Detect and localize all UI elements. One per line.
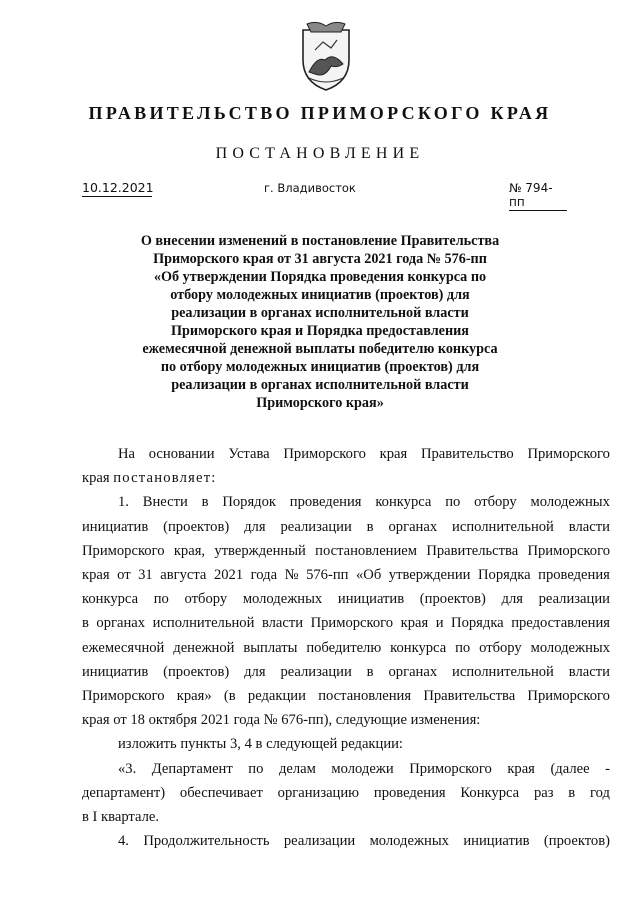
word: победителю xyxy=(306,639,382,656)
heading-line: Приморского края» xyxy=(256,395,384,411)
word: (далее xyxy=(550,760,590,777)
word: Продолжительность xyxy=(143,833,270,850)
word: 1. xyxy=(118,494,129,511)
document-body xyxy=(82,442,610,853)
word: Приморского xyxy=(310,615,394,632)
word: организацию xyxy=(277,784,360,801)
word: инициатив xyxy=(463,833,530,850)
word: Приморского xyxy=(283,446,366,462)
word: утверждении xyxy=(388,567,471,584)
word: августа xyxy=(160,567,207,584)
word: органах xyxy=(96,615,146,632)
word: (проектов) xyxy=(163,518,230,535)
word: «3. xyxy=(118,760,137,777)
word: Порядок xyxy=(222,494,276,511)
paragraph-line xyxy=(82,781,610,805)
word: власти xyxy=(568,518,610,535)
document-city: г. Владивосток xyxy=(264,181,356,195)
heading-line: отбору молодежных инициатив (проектов) для xyxy=(170,287,470,303)
word: власти xyxy=(261,615,304,632)
word: Департамент xyxy=(151,760,233,777)
word: органах xyxy=(388,518,438,535)
word: отбору xyxy=(184,591,228,608)
word: (проектов) xyxy=(543,833,610,850)
document-date: 10.12.2021 xyxy=(82,180,154,195)
word: утвержденный xyxy=(214,542,306,559)
heading-line: реализации в органах исполнительной власти xyxy=(171,377,469,393)
word: выплаты xyxy=(243,639,298,656)
word: проведения xyxy=(289,494,362,511)
word: в xyxy=(568,784,576,801)
word: молодежных xyxy=(530,494,610,511)
word: в xyxy=(366,663,374,680)
word: реализации xyxy=(538,591,610,608)
heading-line: реализации в органах исполнительной власти xyxy=(171,305,469,321)
word: реализации xyxy=(280,663,352,680)
word: инициатив xyxy=(82,518,149,535)
word: Приморского xyxy=(409,760,492,777)
word: предоставления xyxy=(511,615,610,632)
word: молодежных xyxy=(530,639,610,656)
word: инициатив xyxy=(337,591,405,608)
word: по xyxy=(455,639,471,656)
word: года xyxy=(250,567,278,584)
word: от xyxy=(117,567,131,584)
word: и xyxy=(435,615,444,632)
word: конкурса xyxy=(375,494,432,511)
word: в xyxy=(201,494,209,511)
word: (проектов) xyxy=(163,663,230,680)
word: молодежных xyxy=(242,591,323,608)
word: постановлением xyxy=(315,542,418,559)
word: раз xyxy=(533,784,554,801)
word: 576-пп xyxy=(306,567,349,584)
word: для xyxy=(244,518,266,535)
word: 2021 xyxy=(213,567,244,584)
heading-line: О внесении изменений в постановление Правительства xyxy=(140,233,500,249)
word: по xyxy=(445,494,461,511)
word: органах xyxy=(388,663,438,680)
coat-of-arms-icon xyxy=(295,20,357,92)
paragraph-line xyxy=(82,442,610,466)
word: основании xyxy=(148,446,215,462)
word: 4. xyxy=(118,833,129,850)
government-title: ПРАВИТЕЛЬСТВО ПРИМОРСКОГО КРАЯ xyxy=(88,103,552,123)
paragraph-line xyxy=(82,611,610,635)
word: края xyxy=(507,760,535,777)
paragraph-line xyxy=(82,684,610,708)
paragraph-word-spaced: постановляет: xyxy=(113,470,217,487)
word: постановления xyxy=(318,688,412,705)
paragraph-line: изложить пункты 3, 4 в следующей редакции: xyxy=(118,736,403,753)
word: отбору xyxy=(474,494,517,511)
heading-line: «Об утверждении Порядка проведения конкурса по xyxy=(153,269,487,285)
paragraph-line xyxy=(82,466,610,490)
word: реализации xyxy=(280,518,352,535)
word: денежной xyxy=(173,639,235,656)
word: На xyxy=(118,446,136,462)
word: по xyxy=(153,591,169,608)
word: края, xyxy=(173,542,206,559)
word: исполнительной xyxy=(452,663,554,680)
word: конкурса xyxy=(390,639,447,656)
word: Порядка xyxy=(451,615,504,632)
word: по xyxy=(248,760,264,777)
word: в xyxy=(366,518,374,535)
paragraph-line: края от 18 октября 2021 года № 676-пп), следующие изменения: xyxy=(82,712,481,729)
paragraph-line xyxy=(82,587,610,611)
paragraph-line xyxy=(82,490,610,514)
paragraph-word: края xyxy=(82,470,110,487)
word: реализации xyxy=(283,833,356,850)
word: Правительства xyxy=(423,688,516,705)
word: молодежи xyxy=(331,760,394,777)
word: (проектов) xyxy=(419,591,486,608)
word: Приморского xyxy=(82,542,165,559)
document-heading xyxy=(120,232,520,412)
paragraph-line xyxy=(82,515,610,539)
word: для xyxy=(244,663,266,680)
word: инициатив xyxy=(82,663,149,680)
word: Конкурса xyxy=(460,784,520,801)
word: редакции xyxy=(247,688,306,705)
word: Приморского xyxy=(527,542,610,559)
heading-line: Приморского края от 31 августа 2021 года № 576-пп xyxy=(153,251,487,267)
word: конкурса xyxy=(82,591,139,608)
document-number: № 794-пп xyxy=(509,181,567,211)
word: края» xyxy=(176,688,212,705)
paragraph-line xyxy=(82,757,610,781)
word: Приморского xyxy=(527,688,610,705)
paragraph-line: в I квартале. xyxy=(82,809,159,826)
word: № xyxy=(284,567,299,584)
word: края xyxy=(379,446,408,462)
word: год xyxy=(590,784,610,801)
document-type: ПОСТАНОВЛЕНИЕ xyxy=(215,145,425,162)
word: проведения xyxy=(538,567,610,584)
word: Внести xyxy=(142,494,188,511)
word: Приморского xyxy=(527,446,610,462)
paragraph-line xyxy=(82,829,610,853)
word: Правительства xyxy=(426,542,519,559)
word: «Об xyxy=(355,567,382,584)
word: департамент) xyxy=(82,784,166,801)
word: в xyxy=(82,615,89,632)
word: края xyxy=(82,567,110,584)
word: - xyxy=(605,760,610,777)
word: молодежных xyxy=(369,833,449,850)
word: Правительство xyxy=(420,446,514,462)
heading-line: Приморского края и Порядка предоставления xyxy=(171,323,469,339)
word: власти xyxy=(568,663,610,680)
word: отбору xyxy=(479,639,522,656)
word: делам xyxy=(278,760,316,777)
word: (в xyxy=(223,688,236,705)
paragraph-line xyxy=(82,636,610,660)
paragraph-line xyxy=(82,563,610,587)
paragraph-line xyxy=(82,660,610,684)
word: Устава xyxy=(228,446,270,462)
word: Приморского xyxy=(82,688,165,705)
word: ежемесячной xyxy=(82,639,165,656)
paragraph-line xyxy=(82,539,610,563)
heading-line: по отбору молодежных инициатив (проектов) для xyxy=(160,359,480,375)
word: обеспечивает xyxy=(179,784,263,801)
word: исполнительной xyxy=(452,518,554,535)
heading-line: ежемесячной денежной выплаты победителю конкурса xyxy=(142,341,498,357)
word: для xyxy=(501,591,523,608)
word: исполнительной xyxy=(152,615,255,632)
word: Порядка xyxy=(477,567,531,584)
word: проведения xyxy=(373,784,446,801)
word: 31 xyxy=(138,567,153,584)
word: края xyxy=(400,615,429,632)
